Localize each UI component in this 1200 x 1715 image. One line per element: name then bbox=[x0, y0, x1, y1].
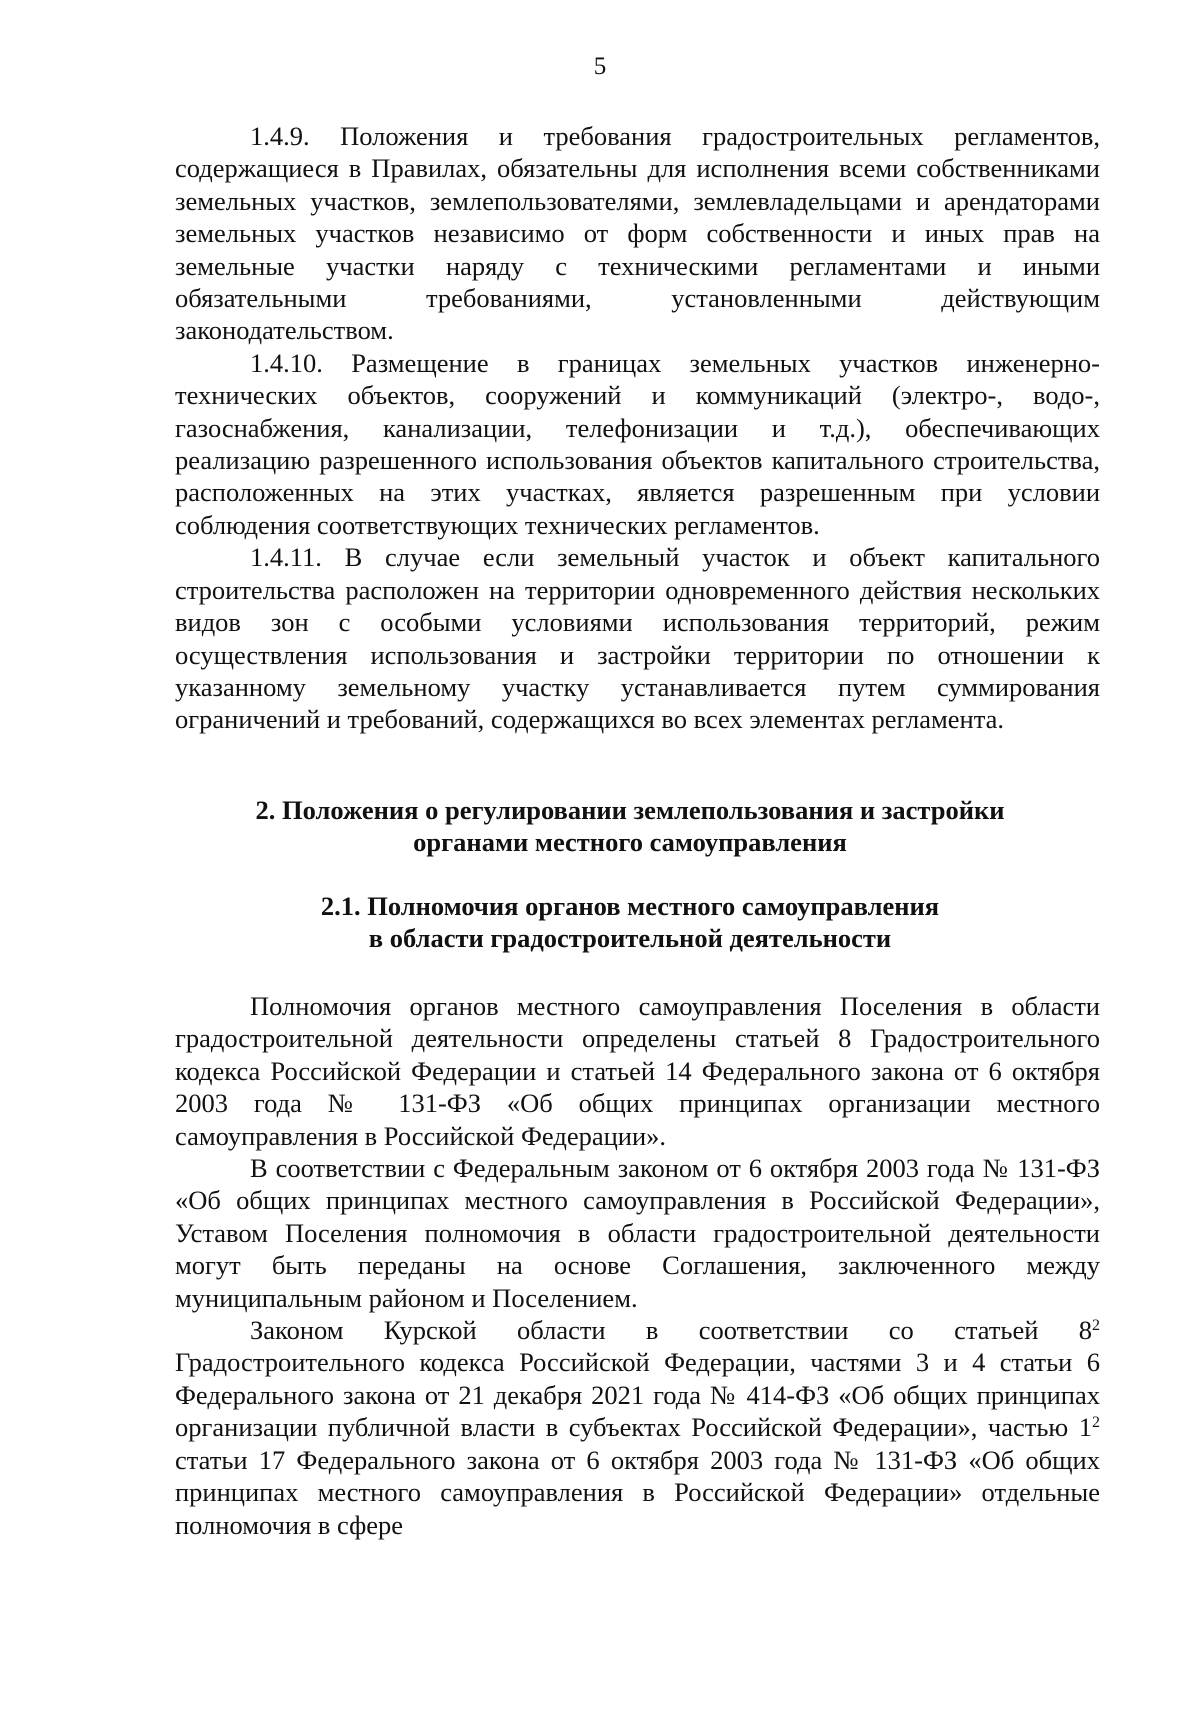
paragraph-1-4-11: 1.4.11. В случае если земельный участок и объект капитального строительства расположен на территории одновременного действия нескольких видов зон с особыми условиями использования территорий, режим осуществления использования и застройки территории по отношении к указанному земельному участку устанавливается путем суммирования ограничений и требований, содержащихся во всех элементах регламента. bbox=[175, 542, 1100, 735]
superscript-2-article: 2 bbox=[1092, 1317, 1100, 1335]
section-2-heading bbox=[150, 794, 1110, 859]
kursk-law-text-2: Градостроительного кодекса Российской Федерации, частями 3 и 4 статьи 6 Федерального закона от 21 декабря 2021 года № 414-ФЗ «Об общих принципах организации публичной власти в субъектах Российской Федерации», частью 1 bbox=[175, 1347, 1100, 1443]
kursk-law-text-1: Законом Курской области в соответствии со статьей 8 bbox=[250, 1315, 1092, 1346]
section-2-1-heading-line-2: в области градостроительной деятельности bbox=[368, 923, 892, 954]
section-2-heading-line-2: органами местного самоуправления bbox=[413, 827, 847, 858]
section-1-4-body bbox=[175, 120, 1100, 736]
section-2-1-body bbox=[175, 990, 1100, 1541]
paragraph-1-4-9: 1.4.9. Положения и требования градостроительных регламентов, содержащиеся в Правилах, обязательны для исполнения всеми собственниками земельных участков, землепользователями, землевладельцами и арендаторами земельных участков независимо от форм собственности и иных прав на земельные участки наряду с техническими регламентами и иными обязательными требованиями, установленными действующим законодательством. bbox=[175, 121, 1100, 346]
paragraph-powers: Полномочия органов местного самоуправления Поселения в области градостроительной деятельности определены статьей 8 Градостроительного кодекса Российской Федерации и статьей 14 Федерального закона от 6 октября 2003 года № 131-ФЗ «Об общих принципах организации местного самоуправления в Российской Федерации». bbox=[175, 991, 1100, 1151]
paragraph-federal-law: В соответствии с Федеральным законом от 6 октября 2003 года № 131-ФЗ «Об общих принципах местного самоуправления в Российской Федерации», Уставом Поселения полномочия в области градостроительной деятельности могут быть переданы на основе Соглашения, заключенного между муниципальным районом и Поселением. bbox=[175, 1153, 1100, 1313]
paragraph-kursk-law bbox=[175, 1314, 1100, 1541]
page-number: 5 bbox=[593, 53, 607, 80]
paragraph-1-4-10: 1.4.10. Размещение в границах земельных участков инженерно-технических объектов, сооружений и коммуникаций (электро-, водо-, газоснабжения, канализации, телефонизации и т.д.), обеспечивающих реализацию разрешенного использования объектов капитального строительства, расположенных на этих участках, является разрешенным при условии соблюдения соответствующих технических регламентов. bbox=[175, 347, 1100, 540]
kursk-law-text-3: статьи 17 Федерального закона от 6 октября 2003 года № 131-ФЗ «Об общих принципах местного самоуправления в Российской Федерации» отдельные полномочия в сфере bbox=[175, 1444, 1100, 1540]
section-2-heading-line-1: 2. Положения о регулировании землепользования и застройки bbox=[255, 795, 1005, 825]
section-2-1-heading-line-1: 2.1. Полномочия органов местного самоуправления bbox=[320, 891, 940, 921]
section-2-1-heading bbox=[150, 890, 1110, 955]
superscript-2-part: 2 bbox=[1092, 1414, 1100, 1432]
